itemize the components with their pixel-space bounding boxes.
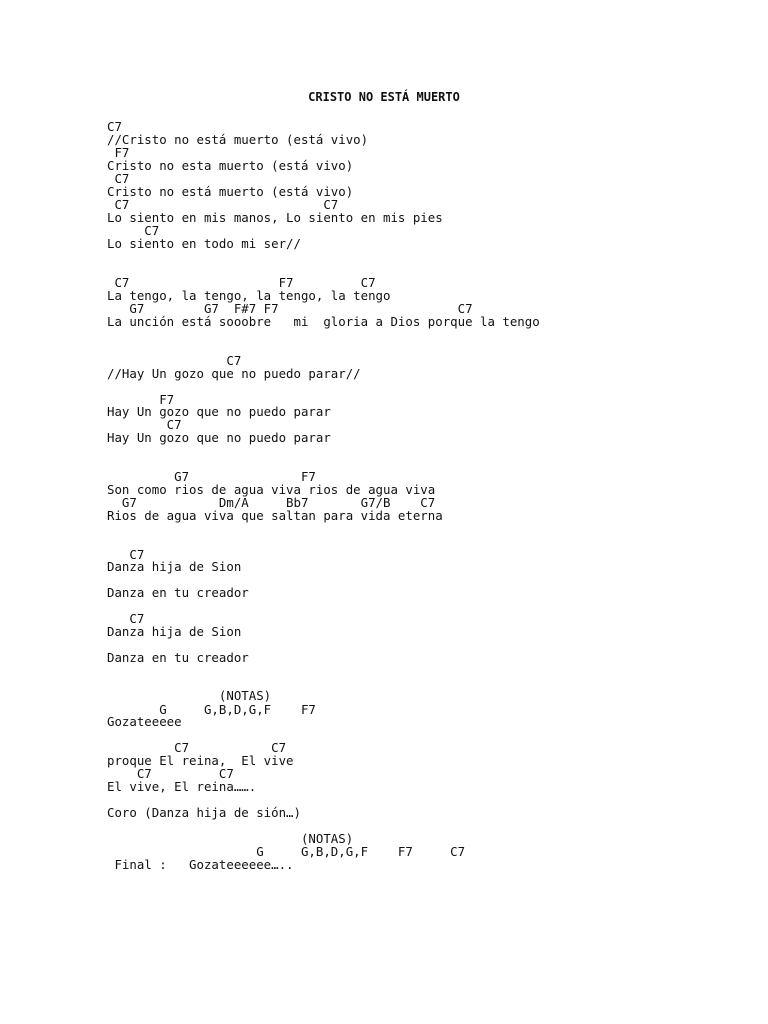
chord-line: C7 F7 C7 (107, 275, 376, 290)
lyric-line: Cristo no esta muerto (está vivo) (107, 158, 354, 173)
song-title: CRISTO NO ESTÁ MUERTO (308, 90, 460, 104)
lyric-line: Gozateeeee (107, 714, 182, 729)
chord-line: C7 (107, 119, 122, 134)
lyric-line: El vive, El reina……. (107, 779, 257, 794)
lyric-line: //Cristo no está muerto (está vivo) (107, 132, 369, 147)
chord-line: C7 C7 (107, 740, 287, 755)
chord-line: C7 (107, 611, 145, 626)
lyric-line: La tengo, la tengo, la tengo, la tengo (107, 288, 391, 303)
chord-line: C7 (107, 547, 145, 562)
lyric-line: Hay Un gozo que no puedo parar (107, 430, 331, 445)
chord-line: C7 C7 (107, 766, 234, 781)
chorus-note: Coro (Danza hija de sión…) (107, 805, 301, 820)
chord-line: F7 (107, 392, 175, 407)
lyric-line: Lo siento en mis manos, Lo siento en mis pies (107, 210, 443, 225)
chord-line: G7 Dm/A Bb7 G7/B C7 (107, 495, 436, 510)
lyric-line: Danza en tu creador (107, 650, 249, 665)
chord-line: C7 (107, 353, 242, 368)
notes-label: (NOTAS) (107, 831, 354, 846)
final-line: Final : Gozateeeeee….. (107, 857, 294, 872)
lyric-line: Hay Un gozo que no puedo parar (107, 404, 331, 419)
chord-line: C7 (107, 223, 160, 238)
lyric-line: Rios de agua viva que saltan para vida eterna (107, 508, 443, 523)
chord-line: C7 (107, 171, 130, 186)
lyric-line: Cristo no está muerto (está vivo) (107, 184, 354, 199)
lyric-line: proque El reina, El vive (107, 753, 294, 768)
chord-line: C7 (107, 417, 182, 432)
chord-line: G G,B,D,G,F F7 (107, 702, 316, 717)
lyric-line: Son como rios de agua viva rios de agua viva (107, 482, 436, 497)
chord-line: G7 G7 F#7 F7 C7 (107, 301, 473, 316)
lyric-line: Danza en tu creador (107, 585, 249, 600)
lyric-line: Danza hija de Sion (107, 624, 242, 639)
chord-line: G G,B,D,G,F F7 C7 (107, 844, 466, 859)
chord-line: C7 C7 (107, 197, 339, 212)
lyric-line: Lo siento en todo mi ser// (107, 236, 301, 251)
notes-label: (NOTAS) (107, 688, 272, 703)
chord-line: G7 F7 (107, 469, 316, 484)
chord-line: F7 (107, 145, 130, 160)
lyric-line: La unción está sooobre mi gloria a Dios porque la tengo (107, 314, 540, 329)
lyric-line: Danza hija de Sion (107, 559, 242, 574)
lyric-line: //Hay Un gozo que no puedo parar// (107, 366, 361, 381)
